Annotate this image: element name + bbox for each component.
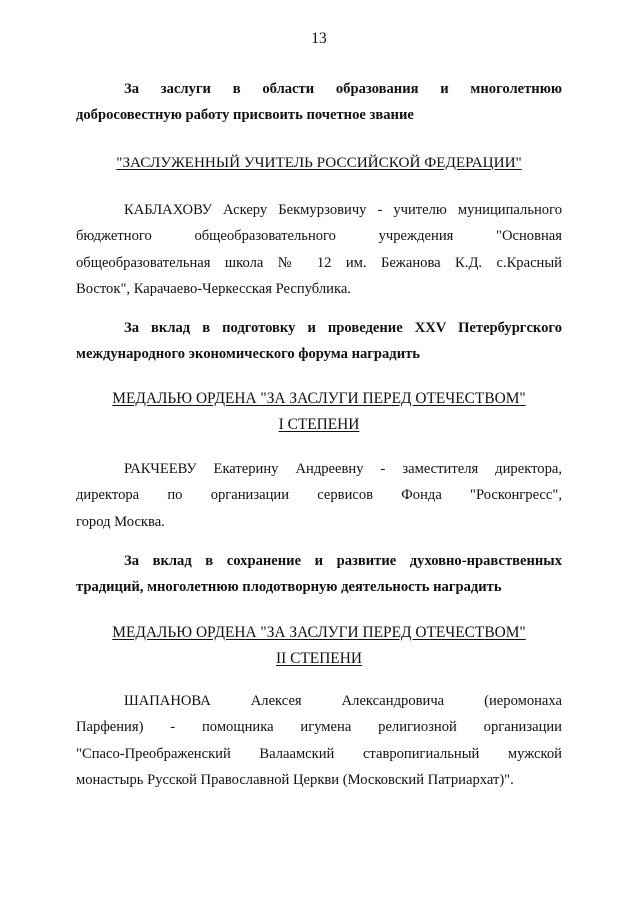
award-line: МЕДАЛЬЮ ОРДЕНА "ЗА ЗАСЛУГИ ПЕРЕД ОТЕЧЕСТВОМ": [112, 390, 526, 407]
recipient-line: КАБЛАХОВУ Аскеру Бекмурзовичу - учителю муниципального: [124, 202, 562, 218]
section-3-preamble: [76, 548, 562, 601]
section-1-award-title: [76, 150, 562, 176]
recipient-line: Восток", Карачаево-Черкесская Республика.: [76, 281, 351, 298]
section-2-award-title: [76, 386, 562, 438]
recipient-line: общеобразовательная школа № 12 им. Бежанова К.Д. с.Красный: [76, 254, 562, 271]
section-3-award-title: [76, 620, 562, 672]
recipient-line: Парфения) - помощника игумена религиозной организации: [76, 719, 562, 736]
section-1-recipient: [76, 197, 562, 303]
award-line: МЕДАЛЬЮ ОРДЕНА "ЗА ЗАСЛУГИ ПЕРЕД ОТЕЧЕСТВОМ": [112, 624, 526, 641]
preamble-line: За вклад в сохранение и развитие духовно-нравственных: [124, 553, 562, 569]
award-line: I СТЕПЕНИ: [278, 416, 360, 433]
recipient-line: монастырь Русской Православной Церкви (Московский Патриархат)".: [76, 772, 514, 789]
preamble-line: традиций, многолетнюю плодотворную деятельность наградить: [76, 579, 502, 596]
preamble-line: международного экономического форума наградить: [76, 346, 420, 363]
preamble-line: За вклад в подготовку и проведение XXV Петербургского: [124, 320, 562, 336]
recipient-line: "Спасо-Преображенский Валаамский ставропигиальный мужской: [76, 745, 562, 762]
recipient-line: директора по организации сервисов Фонда "Росконгресс",: [76, 487, 562, 504]
recipient-line: город Москва.: [76, 513, 165, 530]
recipient-line: РАКЧЕЕВУ Екатерину Андреевну - заместителя директора,: [124, 461, 562, 477]
section-1-preamble: [76, 76, 562, 129]
section-2-recipient: [76, 456, 562, 535]
award-line: "ЗАСЛУЖЕННЫЙ УЧИТЕЛЬ РОССИЙСКОЙ ФЕДЕРАЦИИ": [116, 154, 522, 171]
award-line: II СТЕПЕНИ: [276, 650, 362, 667]
recipient-line: ШАПАНОВА Алексея Александровича (иеромонаха: [124, 693, 562, 709]
preamble-line: добросовестную работу присвоить почетное звание: [76, 107, 414, 124]
section-3-recipient: [76, 688, 562, 794]
preamble-line: За заслуги в области образования и многолетнюю: [124, 81, 562, 97]
page-number: 13: [311, 30, 327, 47]
section-2-preamble: [76, 315, 562, 368]
recipient-line: бюджетного общеобразовательного учреждения "Основная: [76, 228, 562, 245]
